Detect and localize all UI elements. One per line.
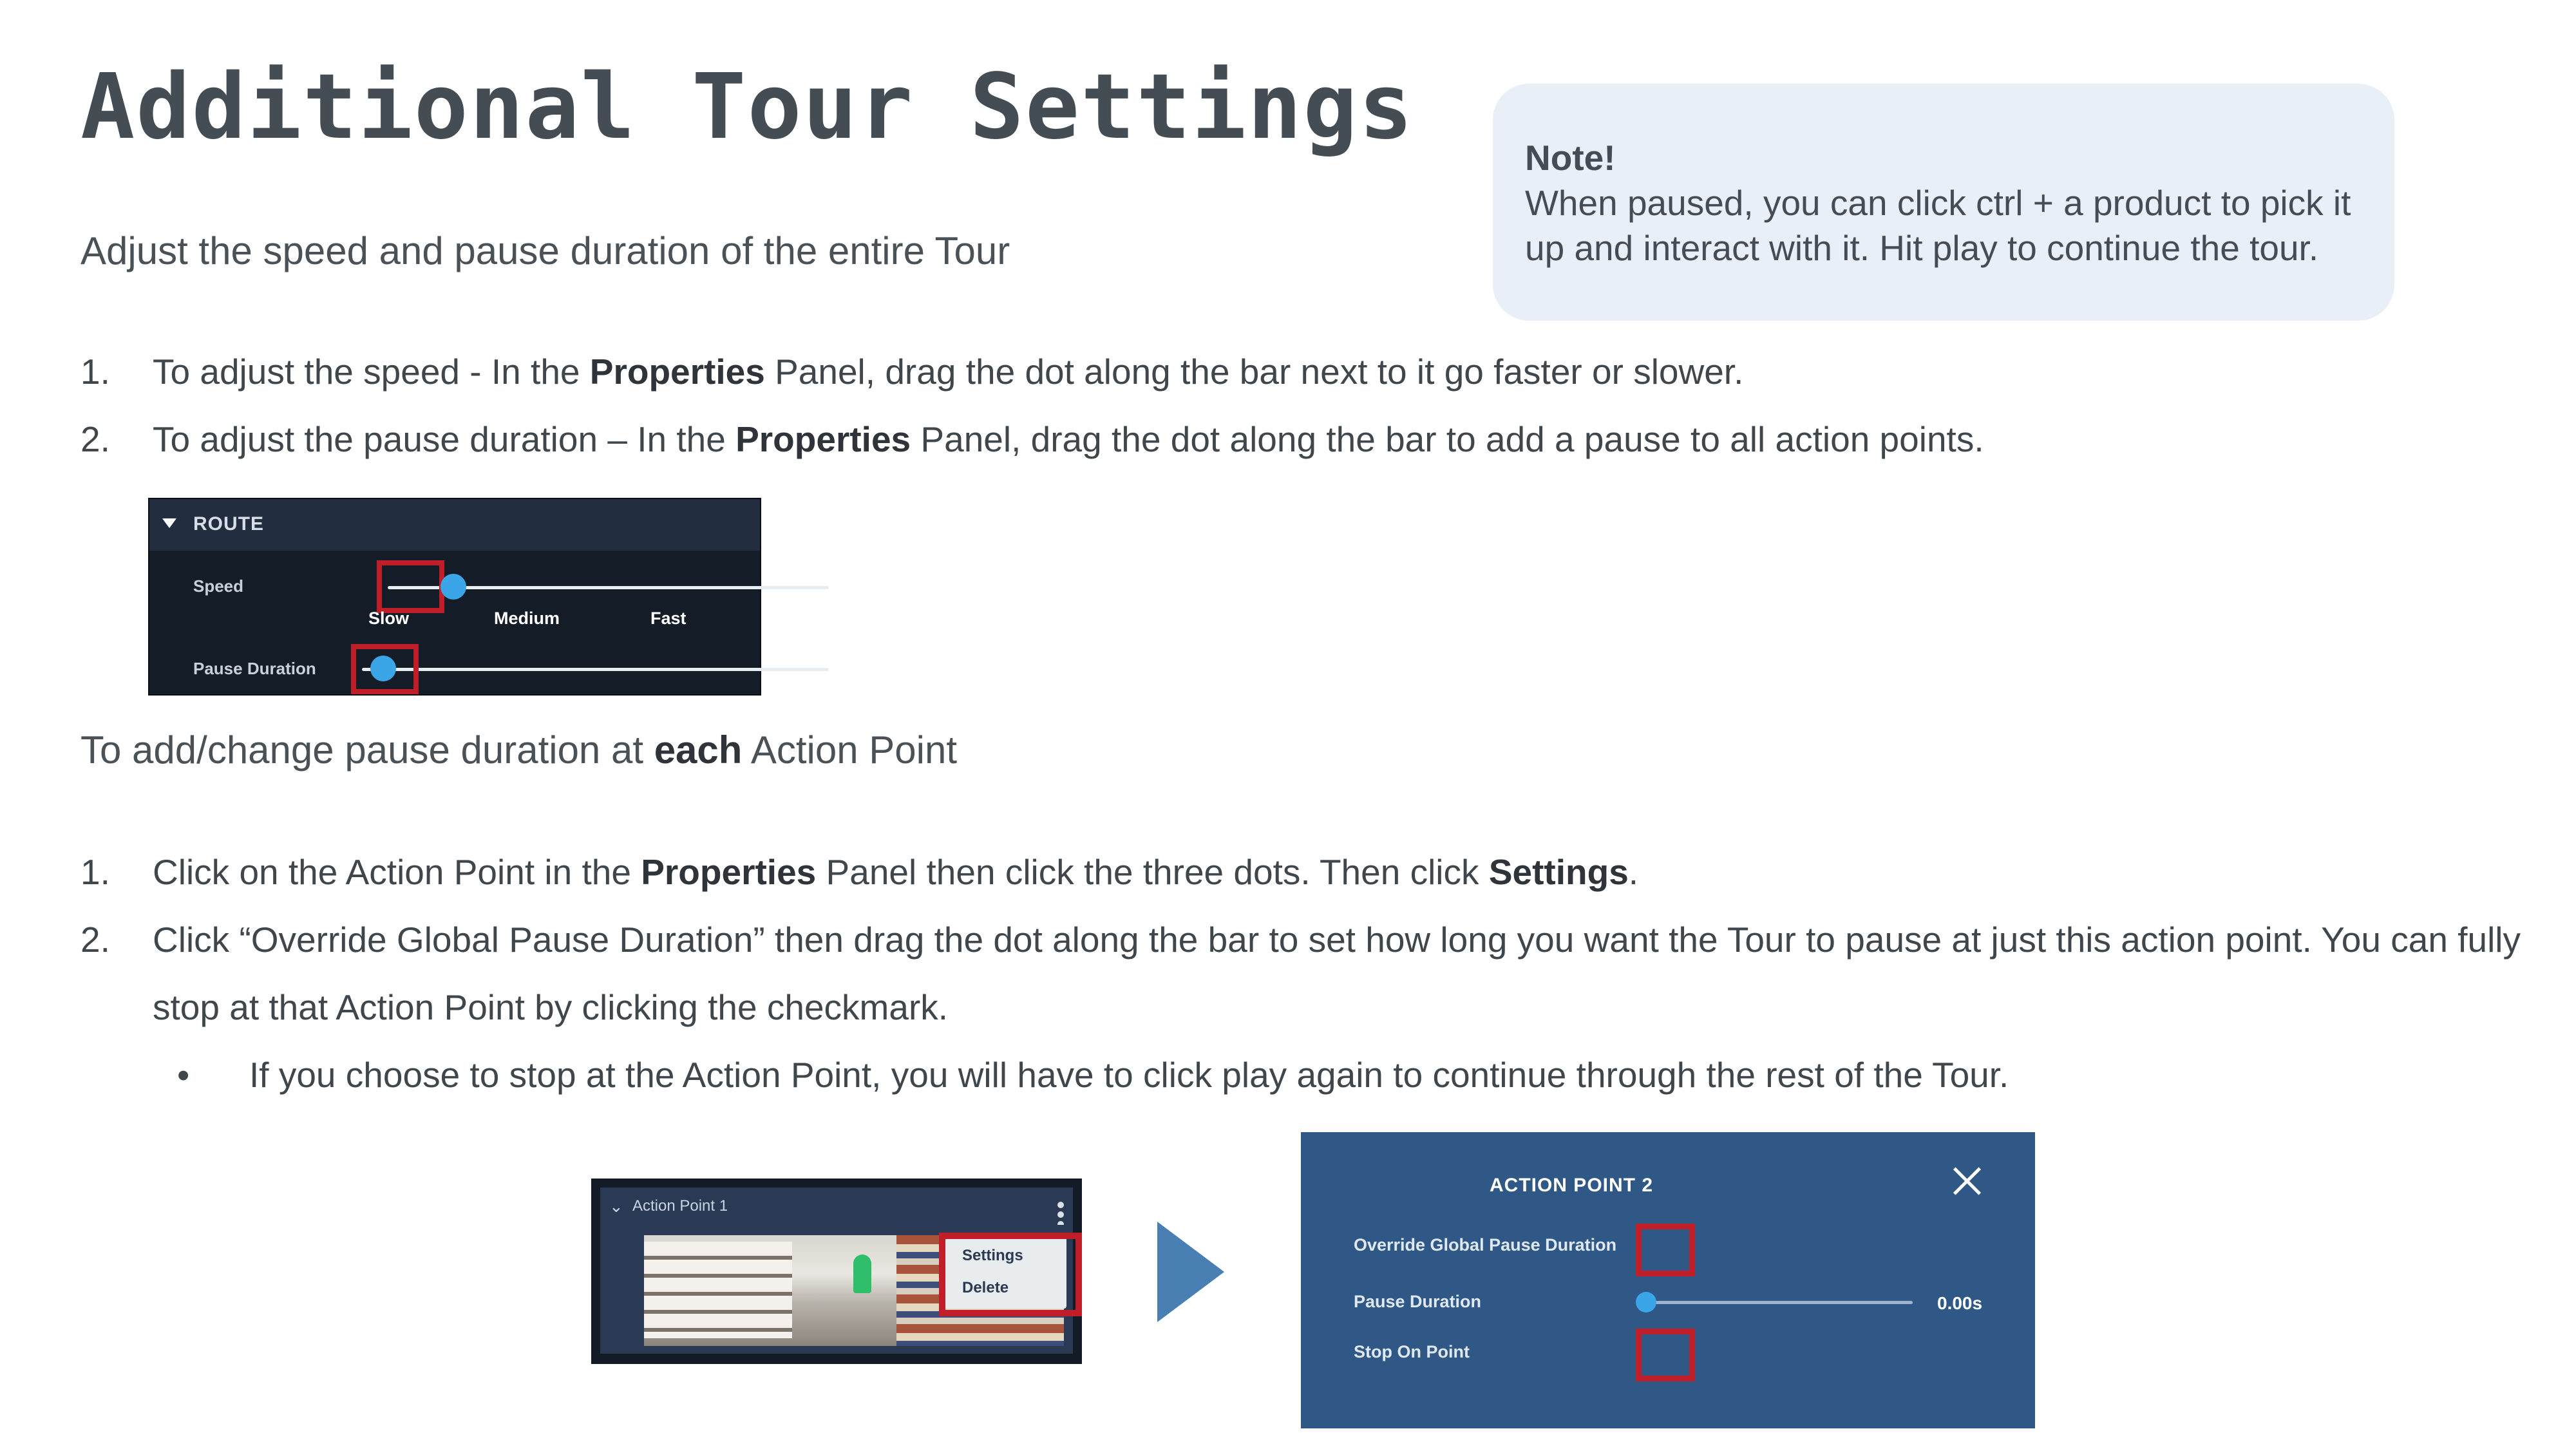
- highlight-box: [377, 560, 444, 613]
- override-label: Override Global Pause Duration: [1354, 1235, 1617, 1255]
- bullet-mark: •: [177, 1055, 190, 1095]
- pause-duration-label: Pause Duration: [1354, 1292, 1482, 1311]
- text-segment: Click on the Action Point in the: [153, 852, 641, 892]
- shelf-graphic: [644, 1242, 792, 1338]
- text-bold: Settings: [1488, 852, 1629, 892]
- text-segment: To adjust the speed - In the: [153, 352, 590, 392]
- bullet-item: [80, 1041, 2528, 1109]
- close-icon[interactable]: [1951, 1166, 1982, 1197]
- dialog-title: ACTION POINT 2: [1489, 1175, 1653, 1196]
- text-bold: each: [654, 728, 743, 772]
- list-number: 2.: [80, 920, 110, 960]
- route-panel: [148, 498, 866, 696]
- pause-slider-knob[interactable]: [370, 656, 396, 681]
- caret-down-icon: [162, 518, 176, 528]
- pause-slider-knob[interactable]: [1636, 1292, 1656, 1312]
- text-segment: .: [1628, 852, 1639, 892]
- menu-item-settings[interactable]: Settings: [962, 1247, 1023, 1264]
- chevron-down-icon: ⌄: [609, 1197, 623, 1216]
- list-text: [153, 838, 1638, 906]
- route-header-label: ROUTE: [193, 513, 264, 535]
- pause-slider-track[interactable]: [362, 668, 829, 671]
- note-body: When paused, you can click ctrl + a product to pick it up and interact with it. Hit play to continue the tour.: [1525, 183, 2351, 268]
- action-point-card: [591, 1179, 1082, 1364]
- text-segment: Panel then click the three dots. Then click: [816, 852, 1489, 892]
- section2-subtitle: [80, 728, 957, 772]
- section1-list: [80, 338, 2528, 473]
- right-arrow-icon: [1157, 1222, 1224, 1322]
- list-text: [153, 406, 1984, 473]
- location-pin-icon: [853, 1255, 871, 1293]
- note-box: [1493, 84, 2394, 321]
- speed-value: 2: [857, 578, 866, 597]
- stop-on-point-checkbox[interactable]: [1636, 1329, 1695, 1381]
- highlight-box: [939, 1233, 1082, 1316]
- list-text: Click “Override Global Pause Duration” then drag the dot along the bar to set how long you want the Tour to pause at just this action point. You can fully: [153, 920, 2521, 960]
- override-checkbox[interactable]: [1636, 1224, 1695, 1276]
- text-bold: Properties: [735, 419, 911, 459]
- pause-value: 0.00s: [1937, 1293, 1983, 1313]
- bullet-text: If you choose to stop at the Action Point, you will have to click play again to continue through the rest of the Tour.: [249, 1055, 2009, 1095]
- text-segment: To adjust the pause duration – In the: [153, 419, 736, 459]
- note-title: Note!: [1525, 138, 1616, 178]
- speed-tick-slow: Slow: [368, 609, 410, 628]
- list-text: stop at that Action Point by clicking the checkmark.: [153, 987, 949, 1027]
- action-point-settings-dialog: [1301, 1132, 2035, 1428]
- list-number: 1.: [80, 852, 110, 892]
- list-item: [80, 338, 2528, 406]
- pause-value: 0: [857, 660, 866, 679]
- section1-subtitle: Adjust the speed and pause duration of the entire Tour: [80, 229, 1010, 272]
- speed-label: Speed: [193, 576, 244, 596]
- menu-item-delete[interactable]: Delete: [962, 1279, 1009, 1296]
- text-bold: Properties: [641, 852, 817, 892]
- text-segment: Panel, drag the dot along the bar next to it go faster or slower.: [764, 352, 1744, 392]
- stop-on-point-label: Stop On Point: [1354, 1342, 1470, 1361]
- list-item: [80, 406, 2528, 473]
- section2-list: [80, 838, 2528, 1109]
- speed-tick-medium: Medium: [494, 609, 560, 628]
- page-title: Additional Tour Settings: [80, 55, 1414, 160]
- list-text: [153, 338, 1743, 406]
- route-header[interactable]: [149, 499, 760, 551]
- list-number: 2.: [80, 419, 110, 459]
- text-segment: Action Point: [742, 728, 957, 772]
- text-segment: To add/change pause duration at: [80, 728, 654, 772]
- list-item: [80, 906, 2528, 974]
- speed-tick-fast: Fast: [650, 609, 687, 628]
- action-point-header[interactable]: [600, 1188, 1073, 1225]
- list-number: 1.: [80, 352, 110, 392]
- list-item: [80, 838, 2528, 906]
- pause-slider-track[interactable]: [1649, 1301, 1913, 1304]
- speed-slider-knob[interactable]: [440, 574, 466, 600]
- action-point-header-label: Action Point 1: [632, 1197, 728, 1215]
- text-bold: Properties: [589, 352, 765, 392]
- list-item-continuation: [80, 974, 2528, 1041]
- pause-duration-label: Pause Duration: [193, 659, 316, 678]
- text-segment: Panel, drag the dot along the bar to add a pause to all action points.: [911, 419, 1984, 459]
